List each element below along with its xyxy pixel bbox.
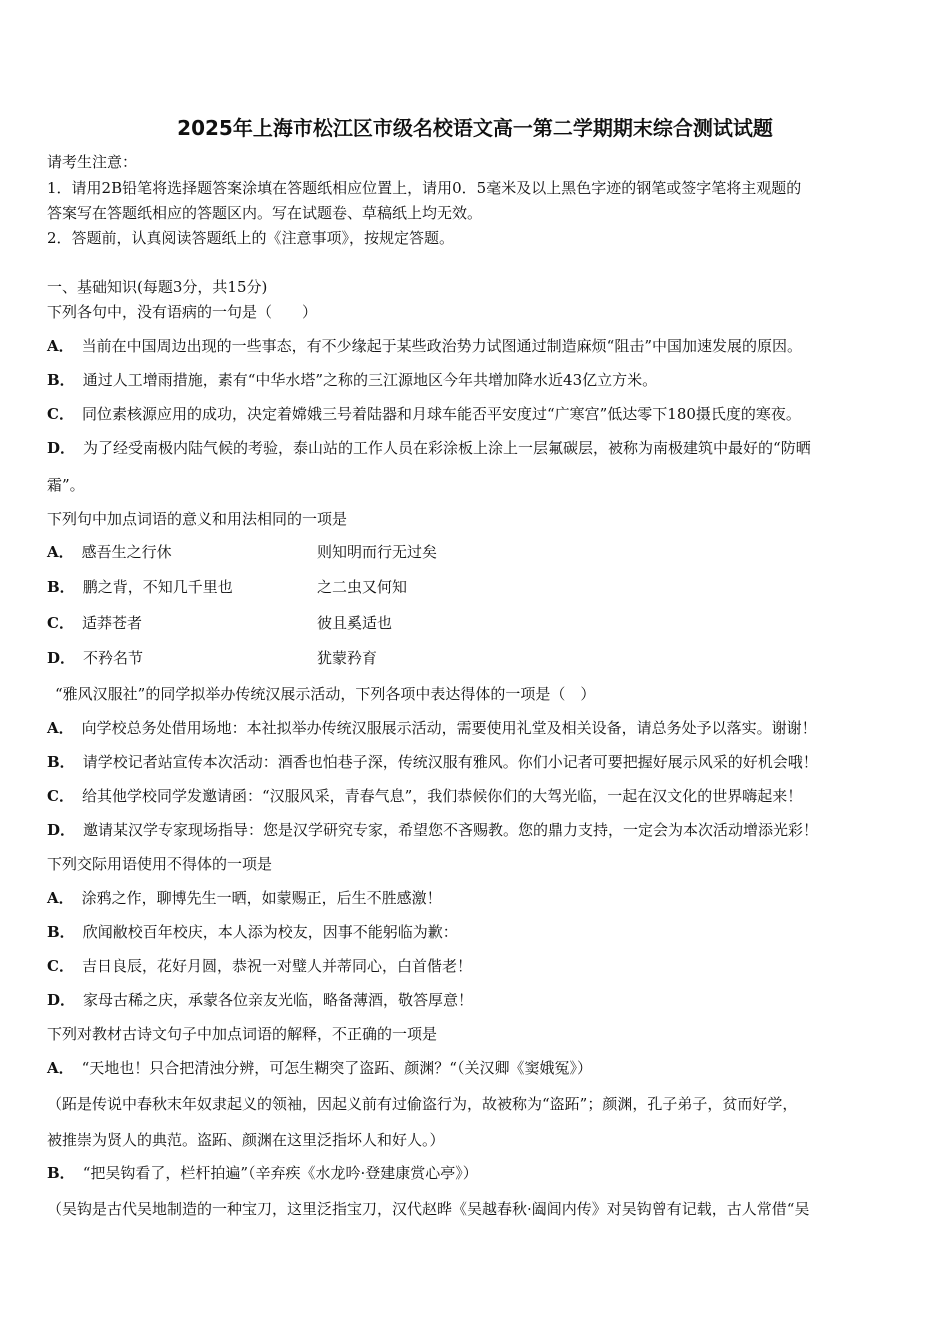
option-label: B． [47, 371, 75, 389]
q4-option-c [47, 955, 472, 976]
q2-option-a-pair: 则知明而行无过矣 [317, 543, 438, 561]
q4-option-d [47, 989, 473, 1010]
option-text: 鹏之背，不知几千里也 [82, 578, 233, 596]
option-label: A． [47, 1059, 74, 1077]
option-label: B． [47, 578, 75, 596]
option-label: C． [47, 787, 74, 805]
q5-option-b [47, 1162, 478, 1183]
option-label: D． [47, 649, 76, 667]
option-label: A． [47, 719, 74, 737]
option-label: C． [47, 405, 74, 423]
q2-option-d-pair: 犹蒙矜育 [317, 649, 378, 667]
option-text: 给其他学校同学发邀请函：“汉服风采，青春气息”，我们恭候你们的大驾光临，一起在汉文化的世界嗨起来！ [81, 787, 803, 805]
q3-option-c [47, 785, 802, 806]
option-text: “天地也！只合把清浊分辨，可怎生糊突了盗跖、颜渊？“（关汉卿《窦娥冤》） [81, 1059, 592, 1077]
option-label: D． [47, 439, 76, 457]
q2-option-b [47, 576, 233, 597]
q1-option-a [47, 335, 802, 356]
q2-option-b-pair: 之二虫又何知 [317, 578, 408, 596]
q1-option-b [47, 369, 657, 390]
option-label: D． [47, 991, 76, 1009]
option-label: B． [47, 923, 75, 941]
option-text: 涂鸦之作，聊博先生一晒，如蒙赐正，后生不胜感激！ [81, 889, 442, 907]
q3-option-a [47, 717, 817, 738]
option-label: A． [47, 543, 74, 561]
notice-item-2: 2．答题前，认真阅读答题纸上的《注意事项》，按规定答题。 [47, 229, 455, 247]
option-text: 同位素核源应用的成功，决定着嫦娥三号着陆器和月球车能否平安度过“广寒宫”低达零下180摄氏度的寒夜。 [81, 405, 801, 423]
q4-option-a [47, 887, 442, 908]
option-text: 不矜名节 [83, 649, 144, 667]
q1-stem: 下列各句中，没有语病的一句是（ ） [47, 303, 318, 321]
q2-stem: 下列句中加点词语的意义和用法相同的一项是 [47, 510, 348, 528]
q4-option-b [47, 921, 458, 942]
q3-stem: “雅风汉服社”的同学拟举办传统汉展示活动，下列各项中表达得体的一项是（ ） [55, 685, 596, 703]
section-heading: 一、基础知识(每题3分，共15分) [47, 278, 268, 296]
notice-heading: 请考生注意： [47, 153, 138, 171]
option-label: C． [47, 614, 74, 632]
notice-item-1b: 答案写在答题纸相应的答题区内。写在试题卷、草稿纸上均无效。 [47, 204, 483, 222]
option-text: 邀请某汉学专家现场指导：您是汉学研究专家，希望您不吝赐教。您的鼎力支持，一定会为本次活动增添光彩！ [83, 821, 819, 839]
q2-option-d [47, 647, 143, 668]
q2-option-c-pair: 彼且奚适也 [317, 614, 393, 632]
option-text: 为了经受南极内陆气候的考验，泰山站的工作人员在彩涂板上涂上一层氟碳层，被称为南极建筑中最好的“防晒 [83, 439, 811, 457]
q3-option-d [47, 819, 818, 840]
q4-stem: 下列交际用语使用不得体的一项是 [47, 855, 273, 873]
q1-option-d [47, 437, 811, 458]
q3-option-b [47, 751, 818, 772]
q2-option-c [47, 612, 142, 633]
q1-option-c [47, 403, 801, 424]
option-text: 请学校记者站宣传本次活动：酒香也怕巷子深，传统汉服有雅风。你们小记者可要把握好展示风采的好机会哦！ [82, 753, 818, 771]
option-text: 感吾生之行休 [81, 543, 172, 561]
q5-stem: 下列对教材古诗文句子中加点词语的解释，不正确的一项是 [47, 1025, 438, 1043]
q5-option-b-note: （吴钩是古代吴地制造的一种宝刀，这里泛指宝刀，汉代赵晔《吴越春秋·阖闾内传》对吴钩曾有记载，古人常借“吴 [47, 1200, 810, 1218]
option-label: B． [47, 753, 75, 771]
page-title: 2025年上海市松江区市级名校语文高一第二学期期末综合测试试题 [177, 116, 773, 140]
q5-option-a-note: （跖是传说中春秋末年奴隶起义的领袖，因起义前有过偷盗行为，故被称为“盗跖”；颜渊，孔子弟子，贫而好学， [47, 1095, 798, 1113]
option-text: 适莽苍者 [81, 614, 142, 632]
q1-option-d-cont: 霜”。 [47, 476, 85, 494]
option-label: C． [47, 957, 74, 975]
q5-option-a [47, 1057, 592, 1078]
notice-item-1a: 1．请用2B铅笔将选择题答案涂填在答题纸相应位置上，请用0．5毫米及以上黑色字迹的钢笔或签字笔将主观题的 [47, 179, 802, 197]
option-text: 向学校总务处借用场地：本社拟举办传统汉服展示活动，需要使用礼堂及相关设备，请总务处予以落实。谢谢！ [81, 719, 817, 737]
option-text: 家母古稀之庆，承蒙各位亲友光临，略备薄酒，敬答厚意！ [83, 991, 474, 1009]
option-text: 欣闻敝校百年校庆，本人添为校友，因事不能躬临为歉： [82, 923, 458, 941]
q5-option-a-note-cont: 被推崇为贤人的典范。盗跖、颜渊在这里泛指坏人和好人。） [47, 1131, 445, 1149]
option-label: A． [47, 337, 74, 355]
option-label: A． [47, 889, 74, 907]
option-label: B． [47, 1164, 75, 1182]
option-text: 吉日良辰，花好月圆，恭祝一对璧人并蒂同心，白首偕老！ [81, 957, 472, 975]
q2-option-a [47, 541, 172, 562]
option-label: D． [47, 821, 76, 839]
option-text: 通过人工增雨措施，素有“中华水塔”之称的三江源地区今年共增加降水近43亿立方米。 [82, 371, 658, 389]
option-text: 当前在中国周边出现的一些事态，有不少缘起于某些政治势力试图通过制造麻烦“阻击”中国加速发展的原因。 [81, 337, 802, 355]
option-text: “把吴钩看了，栏杆拍遍”（辛弃疾《水龙吟·登建康赏心亭》） [82, 1164, 478, 1182]
